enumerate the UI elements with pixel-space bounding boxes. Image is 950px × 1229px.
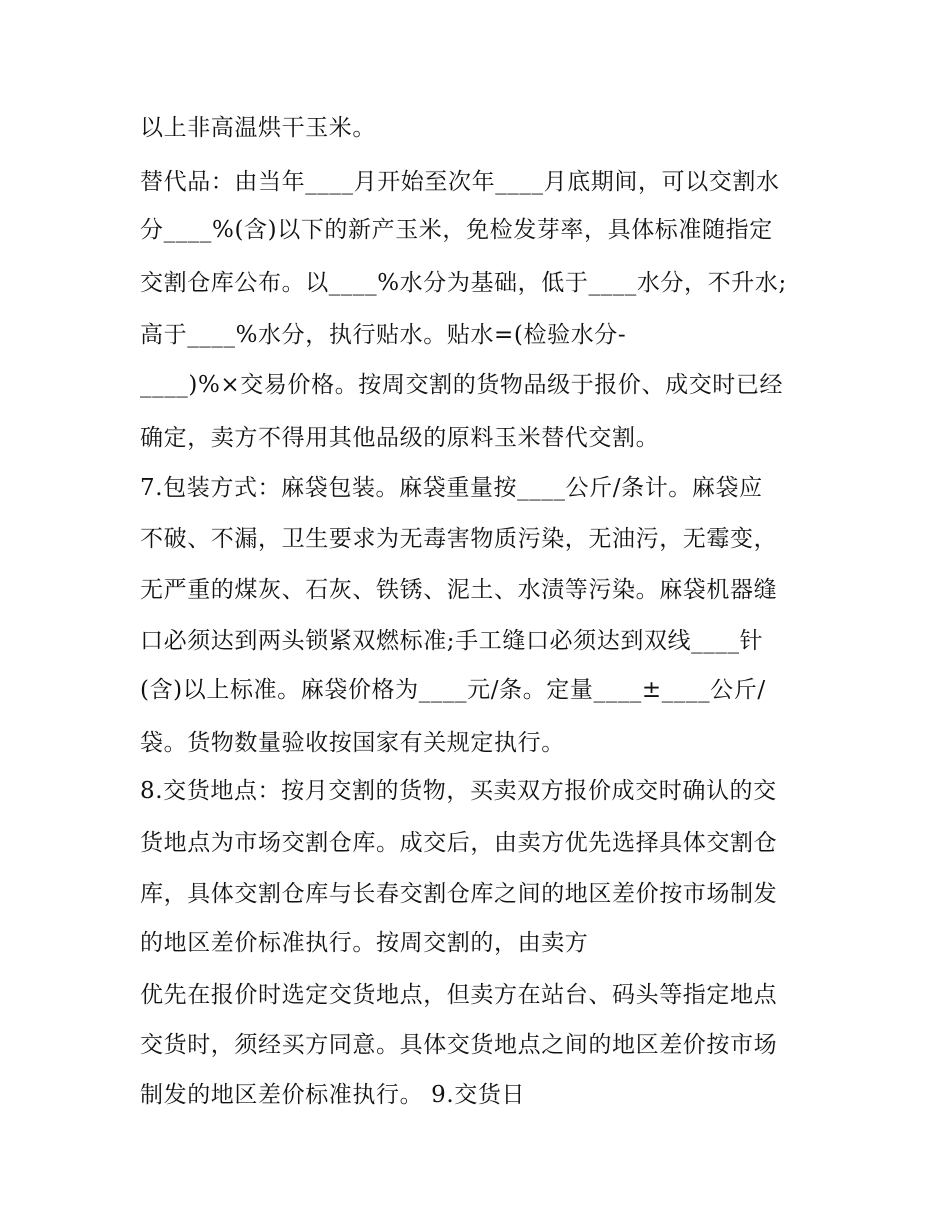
text-line: 的地区差价标准执行。按周交割的，由卖方 — [140, 930, 589, 956]
text-line: 8.交货地点：按月交割的货物，买卖双方报价成交时确认的交 — [140, 778, 777, 804]
text-line: (含)以上标准。麻袋价格为____元/条。定量____±____公斤/ — [140, 677, 766, 703]
text-line: 无严重的煤灰、石灰、铁锈、泥土、水渍等污染。麻袋机器缝 — [140, 577, 778, 603]
text-line: 交货时，须经买方同意。具体交货地点之间的地区差价按市场 — [140, 1032, 778, 1058]
text-line: 制发的地区差价标准执行。 9.交货日 — [140, 1082, 526, 1108]
text-line: 交割仓库公布。以____%水分为基础，低于____水分，不升水; — [140, 270, 787, 296]
text-line: 高于____%水分，执行贴水。贴水=(检验水分- — [140, 322, 627, 348]
text-line: ____)%×交易价格。按周交割的货物品级于报价、成交时已经 — [140, 372, 784, 398]
text-line: 库，具体交割仓库与长春交割仓库之间的地区差价按市场制发 — [140, 881, 778, 907]
text-line: 不破、不漏，卫生要求为无毒害物质污染，无油污，无霉变， — [140, 526, 778, 552]
text-line: 7.包装方式：麻袋包装。麻袋重量按____公斤/条计。麻袋应 — [140, 475, 763, 501]
text-line: 口必须达到两头锁紧双燃标准;手工缝口必须达到双线____针 — [140, 628, 764, 654]
text-line: 确定，卖方不得用其他品级的原料玉米替代交割。 — [140, 425, 660, 451]
text-line: 替代品：由当年____月开始至次年____月底期间，可以交割水 — [140, 169, 780, 195]
text-line: 分____%(含)以下的新产玉米，免检发芽率，具体标准随指定 — [140, 217, 773, 243]
text-line: 货地点为市场交割仓库。成交后，由卖方优先选择具体交割仓 — [140, 830, 778, 856]
text-line: 优先在报价时选定交货地点，但卖方在站台、码头等指定地点 — [140, 982, 778, 1008]
text-line: 以上非高温烘干玉米。 — [140, 115, 376, 141]
text-line: 袋。货物数量验收按国家有关规定执行。 — [140, 730, 565, 756]
